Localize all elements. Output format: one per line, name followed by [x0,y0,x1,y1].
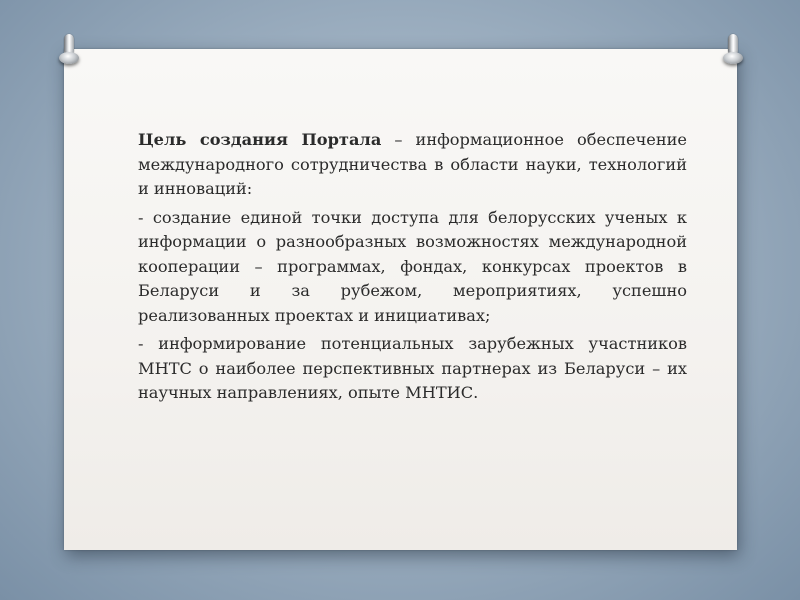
pushpin-right-icon [722,34,744,66]
goal-description: – информационное обеспечение международного сотрудничества в области науки, технологий и инноваций: [138,130,688,198]
goal-heading: Цель создания Портала [138,130,382,149]
pushpin-left-head [59,52,79,64]
pushpin-right-head [723,52,743,64]
slide-text [138,128,687,410]
pushpin-left-icon [58,34,80,66]
paragraph-access-point: - создание единой точки доступа для белорусских ученых к информации о разнообразных возможностях международной кооперации – программах, фондах, конкурсах проектов в Беларуси и за рубежом, мероприятиях, успешно реализованных проектах и инициативах; [138,207,687,325]
paragraph-goal [138,128,687,202]
paragraph-informing: - информирование потенциальных зарубежных участников МНТС о наиболее перспективных партнерах из Беларуси – их научных направлениях, опыте МНТИС. [138,334,687,402]
